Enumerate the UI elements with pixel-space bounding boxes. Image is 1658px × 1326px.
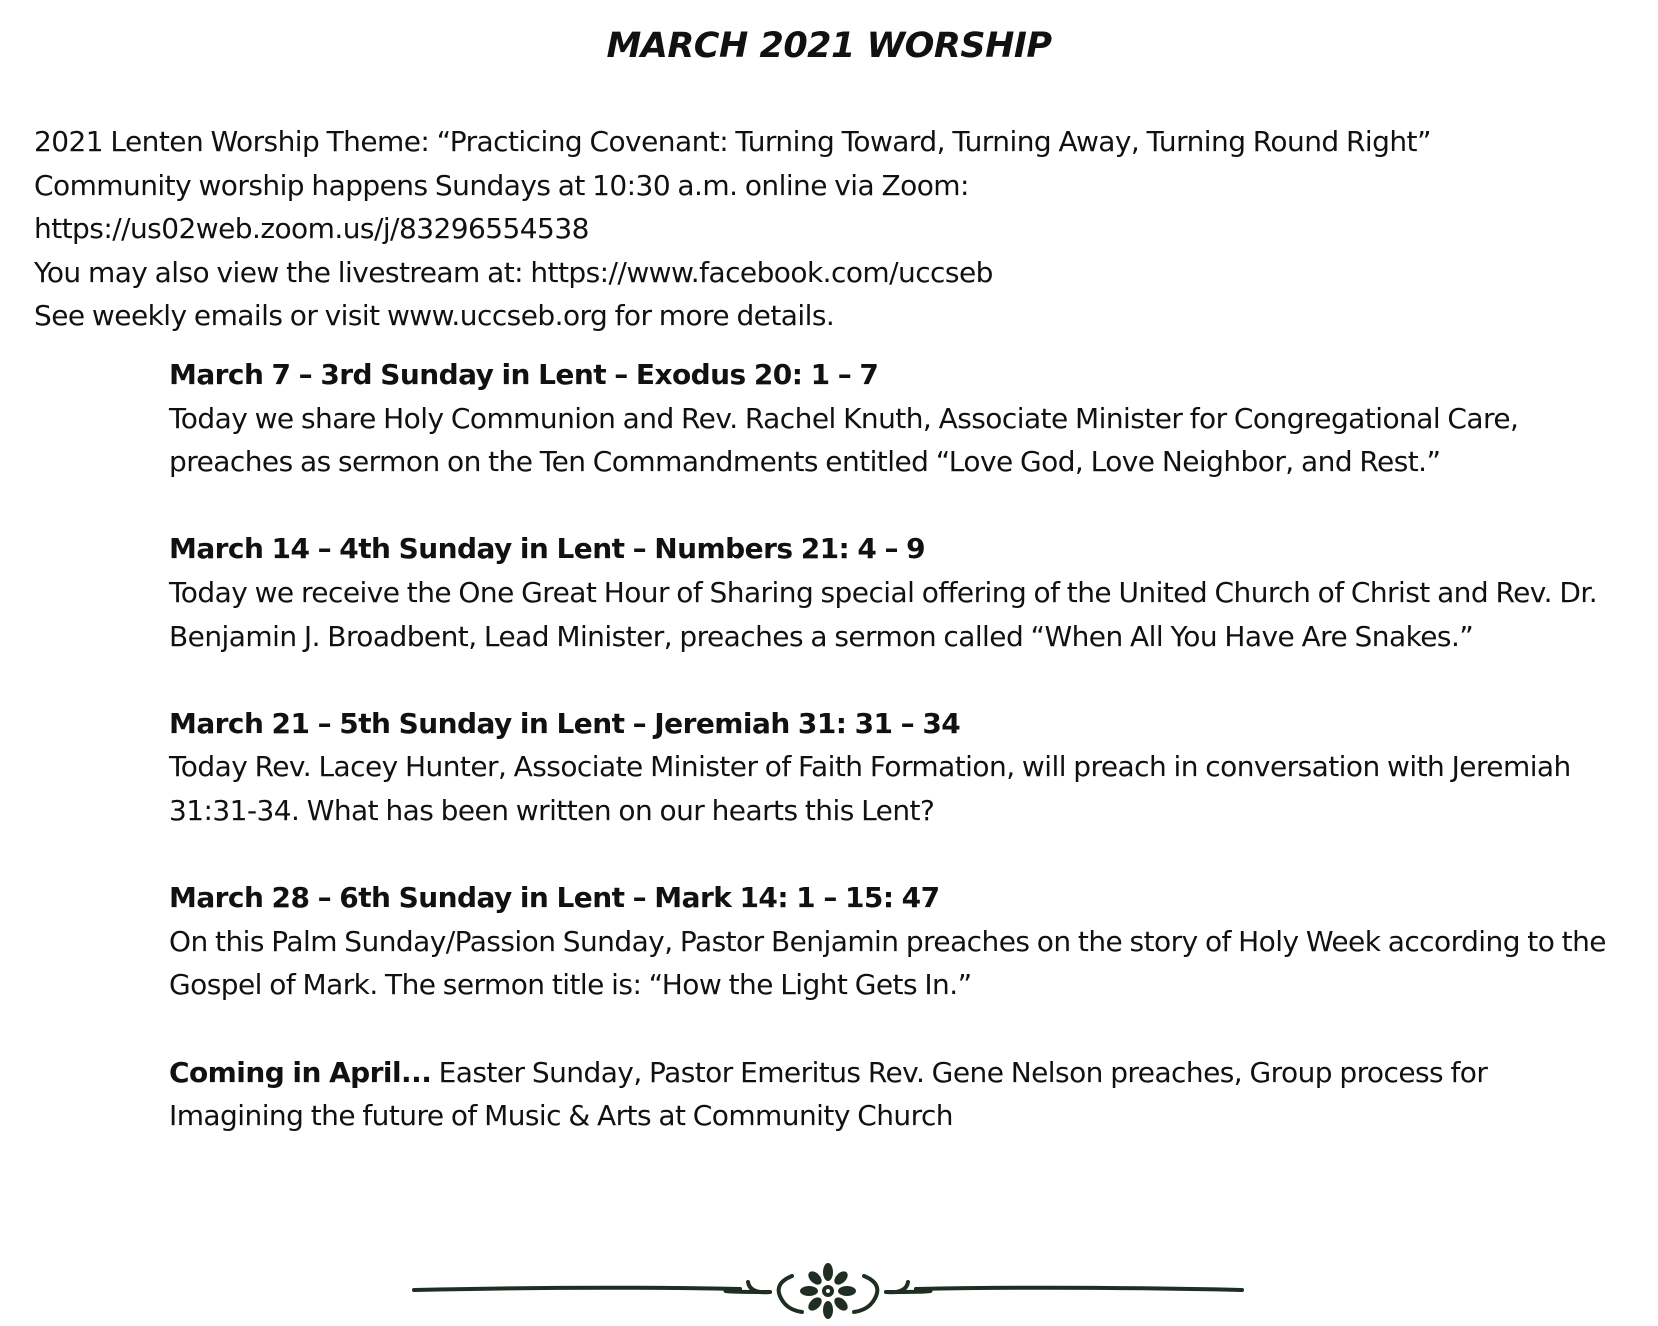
intro-block [34, 120, 1634, 338]
service-entry [169, 702, 1609, 833]
coming-lead: Coming in April... [169, 1055, 432, 1089]
zoom-link[interactable]: https://us02web.zoom.us/j/83296554538 [34, 212, 589, 246]
service-heading: March 14 – 4th Sunday in Lent – Numbers 21: 4 – 9 [169, 532, 926, 566]
page-title: MARCH 2021 WORSHIP [606, 26, 1052, 66]
lenten-theme: 2021 Lenten Worship Theme: “Practicing Covenant: Turning Toward, Turning Away, Turning Round Right” [34, 125, 1431, 158]
service-entry [169, 527, 1609, 658]
coming-in-april [169, 1051, 1609, 1138]
worship-schedule: Community worship happens Sundays at 10:30 a.m. online via Zoom: [34, 168, 969, 202]
services-list [169, 353, 1609, 1138]
service-description: Today Rev. Lacey Hunter, Associate Minister of Faith Formation, will preach in conversation with Jeremiah 31:31-34. What has been written on our hearts this Lent? [169, 750, 1571, 827]
service-entry [169, 876, 1609, 1007]
service-heading: March 7 – 3rd Sunday in Lent – Exodus 20: 1 – 7 [169, 358, 879, 391]
service-description: Today we receive the One Great Hour of Sharing special offering of the United Church of Christ and Rev. Dr. Benjamin J. Broadbent, Lead Minister, preaches a sermon called “When All You Have Are Snakes.” [169, 575, 1598, 653]
livestream-info: You may also view the livestream at: https://www.facebook.com/uccseb [34, 255, 993, 289]
details-info: See weekly emails or visit www.uccseb.org for more details. [34, 299, 835, 333]
service-description: On this Palm Sunday/Passion Sunday, Pastor Benjamin preaches on the story of Holy Week according to the Gospel of Mark. The sermon title is: “How the Light Gets In.” [169, 924, 1606, 1002]
service-heading: March 28 – 6th Sunday in Lent – Mark 14: 1 – 15: 47 [169, 881, 940, 915]
service-heading: March 21 – 5th Sunday in Lent – Jeremiah 31: 31 – 34 [169, 706, 961, 740]
service-entry [169, 353, 1609, 484]
service-description: Today we share Holy Communion and Rev. Rachel Knuth, Associate Minister for Congregational Care, preaches as sermon on the Ten Commandments entitled “Love God, Love Neighbor, and Rest.” [169, 401, 1519, 479]
flower-divider-icon [410, 1262, 1246, 1322]
coming-text: Easter Sunday, Pastor Emeritus Rev. Gene Nelson preaches, Group process for Imagining the future of Music & Arts at Community Church [169, 1055, 1488, 1133]
